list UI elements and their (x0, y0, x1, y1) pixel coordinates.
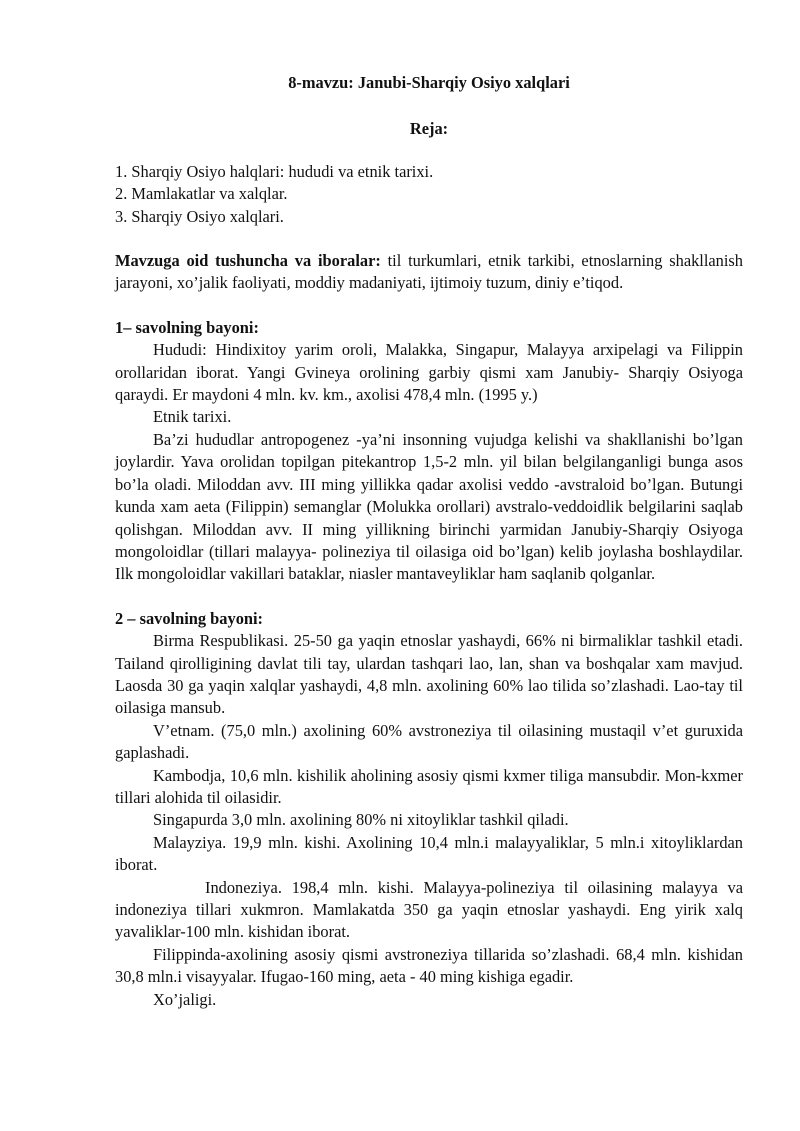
section1-subheading: Etnik tarixi. (153, 407, 232, 427)
section2-paragraph: Indoneziya. 198,4 mln. kishi. Malayya-polineziya til oilasining malayya va indoneziya tillari xukmron. Mamlakatda 350 ga yaqin etnoslar yashaydi. Eng yirik xalq yavaliklar-100 mln. kishidan iborat. (115, 877, 743, 942)
section2-paragraph: Kambodja, 10,6 mln. kishilik aholining asosiy qismi kxmer tiliga mansubdir. Mon-kxmer tillari alohida til oilasidir. (115, 765, 743, 807)
concepts-paragraph (115, 250, 743, 295)
plan-item: 3. Sharqiy Osiyo xalqlari. (115, 206, 284, 226)
plan-item: 1. Sharqiy Osiyo halqlari: hududi va etnik tarixi. (115, 161, 434, 181)
concepts-label: Mavzuga oid tushuncha va iboralar: (115, 251, 381, 271)
section2-subheading: Xo’jaligi. (153, 989, 217, 1009)
plan-list (115, 161, 743, 228)
section2-paragraph: Birma Respublikasi. 25-50 ga yaqin etnoslar yashaydi, 66% ni birmaliklar tashkil etadi. Tailand qirolligining davlat tili tay, ulardan tashqari lao, lan, shan va boshqalar xam mavjud. Laosda 30 ga yaqin xalqlar yashaydi, 4,8 mln. axolining 60% lao tilida so’zlashadi. Lao-tay til oilasiga mansub. (115, 631, 743, 718)
plan-heading: Reja: (409, 119, 449, 139)
section2-paragraph: Singapurda 3,0 mln. axolining 80% ni xitoyliklar tashkil qiladi. (153, 810, 569, 830)
section2-heading: 2 – savolning bayoni: (115, 608, 264, 628)
plan-item: 2. Mamlakatlar va xalqlar. (115, 184, 288, 204)
page-title: 8-mavzu: Janubi-Sharqiy Osiyo xalqlari (288, 73, 570, 92)
section1-paragraph: Ba’zi hududlar antropogenez -ya’ni insonning vujudga kelishi va shakllanishi bo’lgan joylardir. Yava orolidan topilgan pitekantrop 1,5-2 mln. yil bilan belgilanganligi bunga asos bo’la oladi. Miloddan avv. III ming yillikka qadar axolisi veddo -avstraloid bo’lgan. Butungi kunda xam aeta (Filippin) semanglar (Molukka orollari) avstralo-veddoidlik belgilarini saqlab qolishgan. Miloddan avv. II ming yillikning birinchi yarmidan Janubiy-Sharqiy Osiyoga mongoloidlar (tillari malayya- polineziya til oilasiga oid bo’lgan) kelib joylasha boshlaydilar. Ilk mongoloidlar vakillari bataklar, niasler mantaveyliklar ham saqlanib qolganlar. (115, 429, 743, 584)
section2-paragraph: Malayziya. 19,9 mln. kishi. Axolining 10,4 mln.i malayyaliklar, 5 mln.i xitoyliklardan iborat. (115, 832, 743, 875)
section1-heading: 1– savolning bayoni: (115, 317, 259, 337)
section2-paragraph: V’etnam. (75,0 mln.) axolining 60% avstroneziya til oilasining mustaqil v’et guruxida gaplashadi. (115, 720, 743, 763)
document-page (115, 72, 743, 1011)
concepts-text: til turkumlari, etnik tarkibi, etnoslarning shakllanish jarayoni, xo’jalik faoliyati, moddiy madaniyati, ijtimoiy tuzum, diniy e’tiqod. (115, 251, 743, 293)
section1-paragraph: Hududi: Hindixitoy yarim oroli, Malakka, Singapur, Malayya arxipelagi va Filippin orollaridan iborat. Yangi Gvineya orolining garbiy qismi xam Janubiy- Sharqiy Osiyoga qaraydi. Er maydoni 4 mln. kv. km., axolisi 478,4 mln. (1995 y.) (115, 340, 743, 405)
section2-paragraph: Filippinda-axolining asosiy qismi avstroneziya tillarida so’zlashadi. 68,4 mln. kishidan 30,8 mln.i visayyalar. Ifugao-160 ming, aeta - 40 ming kishiga egadir. (115, 944, 743, 987)
